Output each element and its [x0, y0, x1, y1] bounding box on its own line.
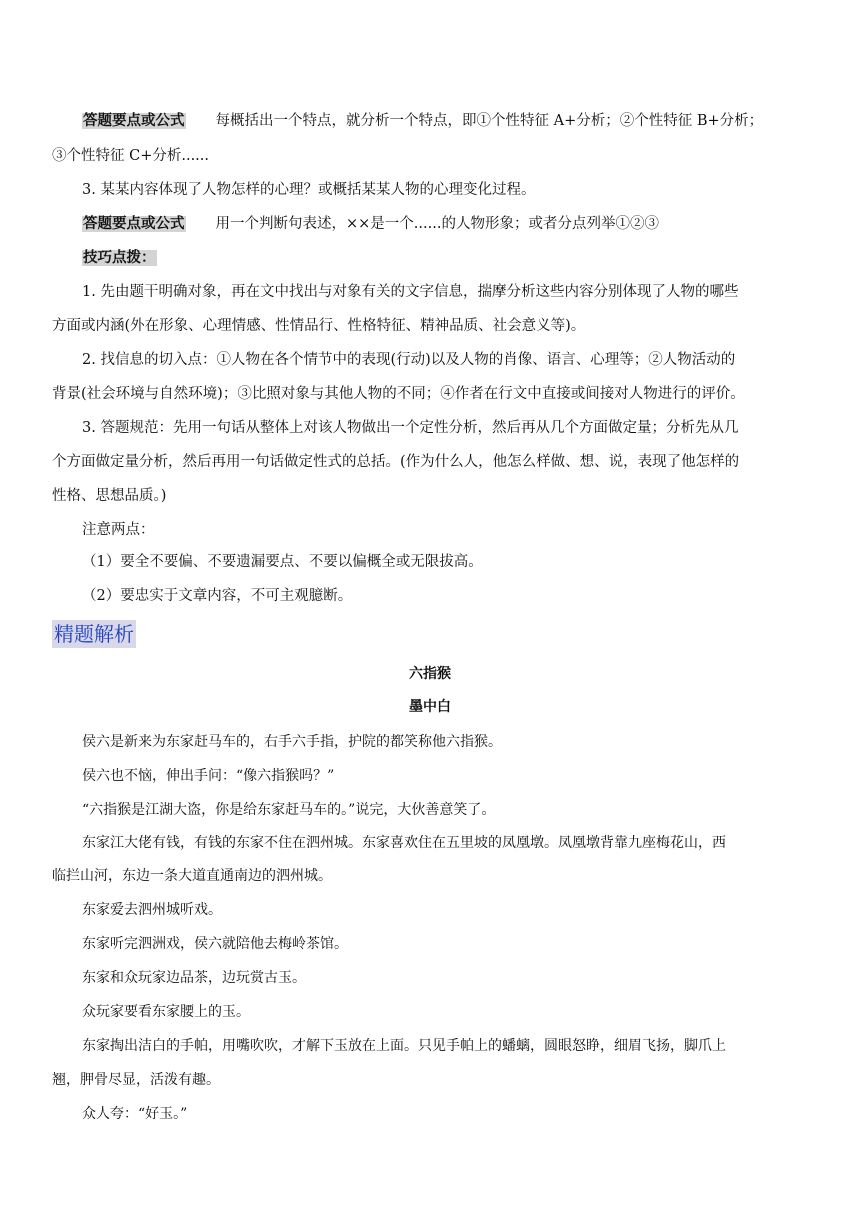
- story-paragraph: 东家听完泗洲戏，侯六就陪他去梅岭茶馆。: [82, 936, 348, 952]
- story-paragraph: 东家江大佬有钱，有钱的东家不住在泗州城。东家喜欢住在五里坡的凤凰墩。凤凰墩背靠九座梅花山，西: [82, 835, 726, 851]
- note-item-2: （2）要忠实于文章内容，不可主观臆断。: [82, 588, 353, 604]
- tip-2-line-a: 2. 找信息的切入点：①人物在各个情节中的表现(行动)以及人物的肖像、语言、心理等；②人物活动的: [82, 352, 736, 368]
- story-author: 墨中白: [409, 699, 451, 715]
- story-paragraph: 众人夸：“好玉。”: [82, 1106, 188, 1122]
- tip-2-line-b: 背景(社会环境与自然环境)；③比照对象与其他人物的不同；④作者在行文中直接或间接对人物进行的评价。: [52, 386, 745, 402]
- answer-key-label: 答题要点或公式: [83, 216, 185, 232]
- question-3: 3. 某某内容体现了人物怎样的心理？或概括某某人物的心理变化过程。: [82, 182, 536, 198]
- story-paragraph-cont: 临拦山河，东边一条大道直通南边的泗州城。: [52, 868, 332, 884]
- tip-3-line-c: 性格、思想品质。): [52, 488, 167, 504]
- note-item-1: （1）要全不要偏、不要遗漏要点、不要以偏概全或无限拔高。: [82, 554, 483, 570]
- story-paragraph: “六指猴是江湖大盗，你是给东家赶马车的。”说完，大伙善意笑了。: [82, 802, 496, 818]
- answer-key-label: 答题要点或公式: [83, 113, 185, 129]
- story-paragraph: 东家爱去泗州城听戏。: [82, 902, 222, 918]
- story-paragraph: 众玩家要看东家腰上的玉。: [82, 1004, 250, 1020]
- tip-1-line-b: 方面或内涵(外在形象、心理情感、性情品行、性格特征、精神品质、社会意义等)。: [52, 318, 586, 334]
- story-paragraph: 侯六是新来为东家赶马车的，右手六手指，护院的都笑称他六指猴。: [82, 734, 502, 750]
- note-heading: 注意两点：: [82, 522, 155, 538]
- section-title: 精题解析: [54, 622, 134, 646]
- tip-1-line-a: 1. 先由题干明确对象，再在文中找出与对象有关的文字信息，揣摩分析这些内容分别体现了人物的哪些: [82, 284, 739, 300]
- tips-label: 技巧点拨：: [83, 250, 156, 266]
- tip-3-line-a: 3. 答题规范：先用一句话从整体上对该人物做出一个定性分析，然后再从几个方面做定量；分析先从几: [82, 420, 739, 436]
- answer-key-line-2: [82, 214, 659, 234]
- paragraph-line: ③个性特征 C+分析......: [52, 148, 210, 164]
- story-paragraph: 侯六也不恼，伸出手问：“像六指猴吗？”: [82, 768, 335, 784]
- answer-key-text: 用一个判断句表述，××是一个......的人物形象；或者分点列举①②③: [215, 216, 659, 232]
- story-paragraph: 东家和众玩家边品茶，边玩赏古玉。: [82, 970, 306, 986]
- story-title: 六指猴: [409, 666, 451, 682]
- tip-3-line-b: 个方面做定量分析，然后再用一句话做定性式的总括。(作为什么人，他怎么样做、想、说，表现了他怎样的: [52, 454, 740, 470]
- story-paragraph-cont: 翘，胛骨尽显，活泼有趣。: [52, 1072, 220, 1088]
- story-paragraph: 东家掏出洁白的手帕，用嘴吹吹，才解下玉放在上面。只见手帕上的蟠螭，圆眼怒睁，细眉飞扬，脚爪上: [82, 1038, 726, 1054]
- answer-key-text: 每概括出一个特点，就分析一个特点，即①个性特征 A+分析；②个性特征 B+分析；: [215, 113, 764, 129]
- answer-key-line-1: [82, 111, 763, 131]
- tips-heading: [82, 248, 157, 268]
